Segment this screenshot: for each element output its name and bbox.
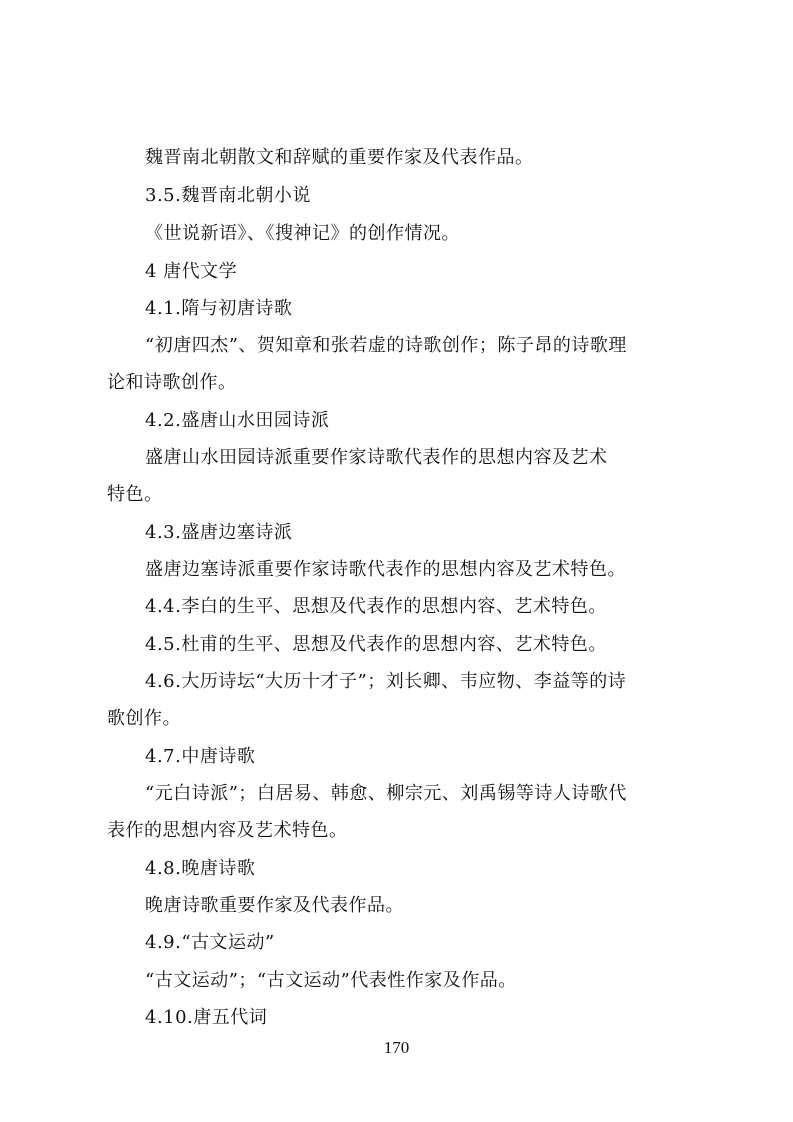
page-number: 170 (383, 1038, 410, 1057)
text-line: 《世说新语》、《搜神记》的创作情况。 (145, 223, 460, 244)
text-line: 晚唐诗歌重要作家及代表作品。 (145, 895, 404, 916)
section-heading: 4.3.盛唐边塞诗派 (145, 522, 293, 543)
section-heading: 4.10.唐五代词 (145, 1007, 268, 1028)
chapter-heading: 4 唐代文学 (145, 261, 238, 282)
section-heading: 4.5.杜甫的生平、思想及代表作的思想内容、艺术特色。 (145, 634, 607, 655)
text-line: 盛唐边塞诗派重要作家诗歌代表作的思想内容及艺术特色。 (145, 559, 626, 580)
section-heading: 4.2.盛唐山水田园诗派 (145, 410, 330, 431)
section-heading: 4.1.隋与初唐诗歌 (145, 298, 293, 319)
text-line: 魏晋南北朝散文和辞赋的重要作家及代表作品。 (145, 147, 534, 168)
section-heading: 4.7.中唐诗歌 (145, 746, 256, 767)
text-line-continued: 论和诗歌创作。 (107, 372, 237, 393)
text-line-continued: 表作的思想内容及艺术特色。 (107, 820, 348, 841)
text-line: “初唐四杰”、贺知章和张若虚的诗歌创作；陈子昂的诗歌理 (145, 335, 627, 356)
text-line-continued: 歌创作。 (107, 708, 181, 729)
text-line-continued: 特色。 (107, 484, 163, 505)
text-line: “元白诗派”；白居易、韩愈、柳宗元、刘禹锡等诗人诗歌代 (145, 783, 627, 804)
text-line: 盛唐山水田园诗派重要作家诗歌代表作的思想内容及艺术 (145, 447, 608, 468)
section-heading: 4.4.李白的生平、思想及代表作的思想内容、艺术特色。 (145, 596, 607, 617)
section-heading: 4.9.“古文运动” (145, 932, 275, 953)
section-heading: 3.5.魏晋南北朝小说 (145, 185, 311, 206)
section-heading: 4.8.晚唐诗歌 (145, 858, 256, 879)
text-line: “古文运动”；“古文运动”代表性作家及作品。 (145, 970, 517, 991)
section-heading: 4.6.大历诗坛“大历十才子”；刘长卿、韦应物、李益等的诗 (145, 671, 627, 692)
